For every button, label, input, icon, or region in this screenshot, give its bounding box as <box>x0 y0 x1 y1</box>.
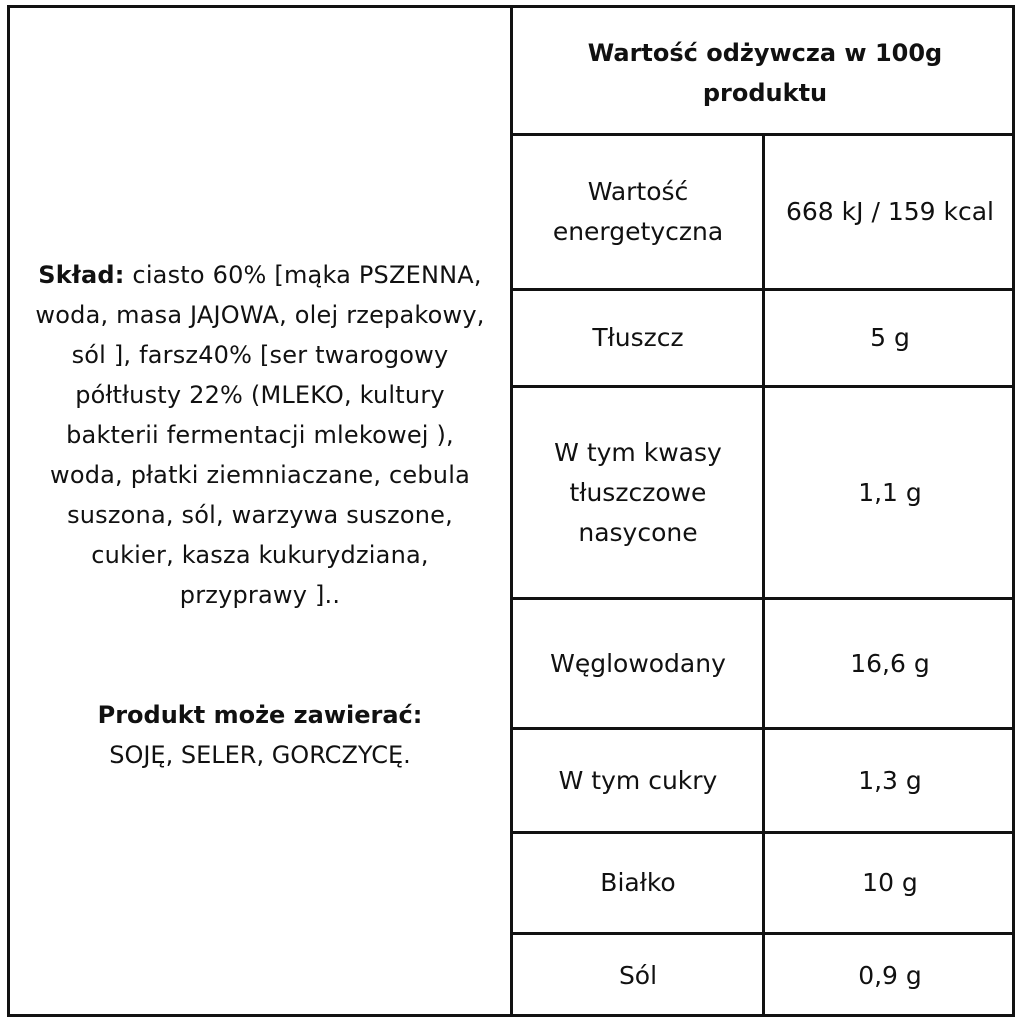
allergens-list: SOJĘ, SELER, GORCZYCĘ. <box>109 741 411 769</box>
ingredients-list: ciasto 60% [mąka PSZENNA, woda, masa JAJOWA, olej rzepakowy, sól ], farsz40% [ser twarogowy półtłusty 22% (MLEKO, kultury bakterii fermentacji mlekowej ), woda, płatki ziemniaczane, cebula suszona, sól, warzywa suszone, cukier, kasza kukurydziana, przyprawy ].. <box>35 261 485 609</box>
table-row-salt-value: 0,9 g <box>858 961 922 990</box>
allergens-label: Produkt może zawierać: <box>97 701 423 729</box>
table-row-energy-name: Wartość energetyczna <box>552 177 724 246</box>
table-row-salt-name: Sól <box>618 961 658 990</box>
allergens-text <box>30 695 490 775</box>
table-row-saturated-value: 1,1 g <box>858 477 922 507</box>
table-row-carbs-value: 16,6 g <box>850 648 930 678</box>
table-row-sugars-name: W tym cukry <box>558 765 718 795</box>
table-row-saturated-name: W tym kwasy tłuszczowe nasycone <box>554 437 722 547</box>
table-row-protein-name: Białko <box>600 868 676 897</box>
table-row-fat-value: 5 g <box>870 323 910 352</box>
table-row-energy-value: 668 kJ / 159 kcal <box>786 197 994 226</box>
table-row-fat-name: Tłuszcz <box>592 323 684 352</box>
ingredients-text <box>30 255 490 615</box>
table-row-sugars-value: 1,3 g <box>858 765 922 795</box>
nutrition-header-text: Wartość odżywcza w 100g produktu <box>587 39 943 107</box>
table-row-protein-value: 10 g <box>862 868 918 897</box>
column-divider-table <box>762 134 765 1017</box>
nutrition-header <box>540 15 990 131</box>
ingredients-label: Skład: <box>38 261 125 289</box>
table-row-carbs-name: Węglowodany <box>550 648 726 678</box>
column-divider-main <box>510 5 513 1017</box>
